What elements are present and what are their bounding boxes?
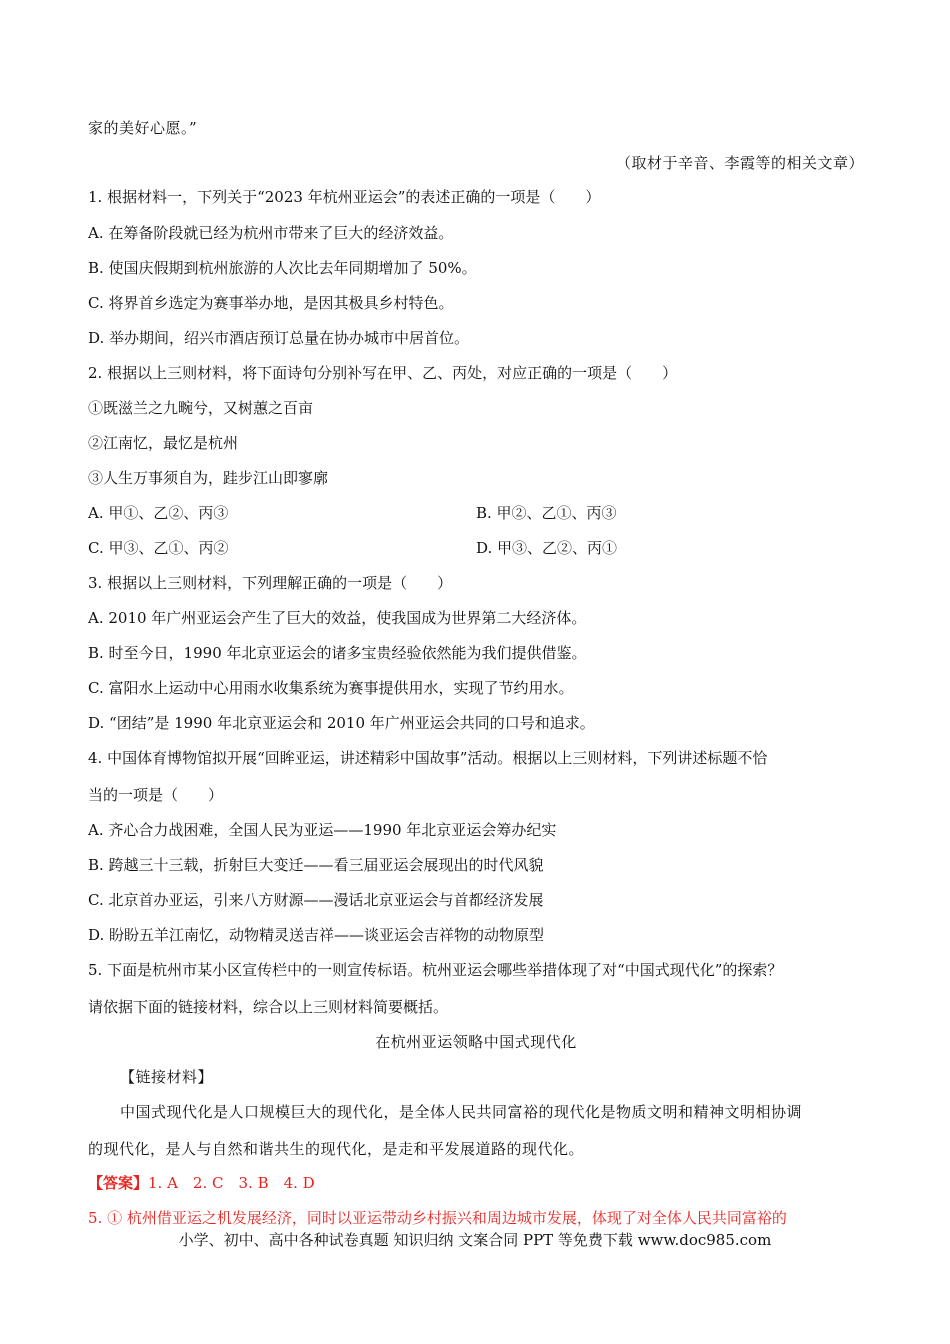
question-4-option-a: A. 齐心合力战困难，全国人民为亚运——1990 年北京亚运会筹办纪实 xyxy=(88,821,557,839)
link-material-line-2: 的现代化，是人与自然和谐共生的现代化，是走和平发展道路的现代化。 xyxy=(88,1140,585,1158)
question-2-option-c: C. 甲③、乙①、丙② xyxy=(88,539,229,557)
link-material-line-1: 中国式现代化是人口规模巨大的现代化，是全体人民共同富裕的现代化是物质文明和精神文明相协调 xyxy=(120,1103,803,1121)
question-4-option-b: B. 跨越三十三载，折射巨大变迁——看三届亚运会展现出的时代风貌 xyxy=(88,856,544,874)
question-4-line-2: 当的一项是（ ） xyxy=(88,786,224,804)
question-1-option-a: A. 在筹备阶段就已经为杭州市带来了巨大的经济效益。 xyxy=(88,224,454,242)
question-5-line-2: 请依据下面的链接材料，综合以上三则材料简要概括。 xyxy=(88,998,449,1016)
answer-label: 【答案】 xyxy=(88,1174,149,1192)
question-2-row-1 xyxy=(88,502,864,524)
answer-5: 5. ① 杭州借亚运之机发展经济，同时以亚运带动乡村振兴和周边城市发展，体现了对全体人民共同富裕的 xyxy=(88,1209,787,1227)
question-4-option-d: D. 盼盼五羊江南忆，动物精灵送吉祥——谈亚运会吉祥物的动物原型 xyxy=(88,926,545,944)
question-2-option-b: B. 甲②、乙①、丙③ xyxy=(476,504,617,522)
question-3: 3. 根据以上三则材料，下列理解正确的一项是（ ） xyxy=(88,574,453,592)
poem-line-1: ①既滋兰之九畹兮，又树蕙之百亩 xyxy=(88,399,314,417)
question-1-option-b: B. 使国庆假期到杭州旅游的人次比去年同期增加了 50%。 xyxy=(88,259,477,277)
question-2: 2. 根据以上三则材料，将下面诗句分别补写在甲、乙、丙处，对应正确的一项是（ ） xyxy=(88,364,678,382)
question-2-option-d: D. 甲③、乙②、丙① xyxy=(476,539,618,557)
question-4-line-1: 4. 中国体育博物馆拟开展“回眸亚运，讲述精彩中国故事”活动。根据以上三则材料，下列讲述标题不恰 xyxy=(88,749,768,767)
question-1: 1. 根据材料一，下列关于“2023 年杭州亚运会”的表述正确的一项是（ ） xyxy=(88,188,601,206)
answer-row xyxy=(88,1172,864,1194)
answer-text: 1. A 2. C 3. B 4. D xyxy=(148,1174,315,1192)
question-3-option-c: C. 富阳水上运动中心用雨水收集系统为赛事提供用水，实现了节约用水。 xyxy=(88,679,574,697)
paragraph-tail: 家的美好心愿。” xyxy=(88,119,198,137)
link-material-title: 【链接材料】 xyxy=(120,1068,214,1086)
question-5-line-1: 5. 下面是杭州市某小区宣传栏中的一则宣传标语。杭州亚运会哪些举措体现了对“中国式现代化”的探索？ xyxy=(88,961,783,979)
question-1-option-d: D. 举办期间，绍兴市酒店预订总量在协办城市中居首位。 xyxy=(88,329,470,347)
question-2-row-2 xyxy=(88,537,864,559)
footer-watermark: 小学、初中、高中各种试卷真题 知识归纳 文案合同 PPT 等免费下载 www.doc985.com xyxy=(178,1231,772,1249)
question-2-option-a: A. 甲①、乙②、丙③ xyxy=(88,504,229,522)
question-1-option-c: C. 将界首乡选定为赛事举办地，是因其极具乡村特色。 xyxy=(88,294,454,312)
question-4-option-c: C. 北京首办亚运，引来八方财源——漫话北京亚运会与首都经济发展 xyxy=(88,891,544,909)
poem-line-2: ②江南忆，最忆是杭州 xyxy=(88,434,239,452)
slogan-title: 在杭州亚运领略中国式现代化 xyxy=(375,1033,577,1051)
source-citation: （取材于辛音、李霞等的相关文章） xyxy=(615,154,864,172)
question-3-option-d: D. “团结”是 1990 年北京亚运会和 2010 年广州亚运会共同的口号和追求。 xyxy=(88,714,595,732)
question-3-option-b: B. 时至今日，1990 年北京亚运会的诸多宝贵经验依然能为我们提供借鉴。 xyxy=(88,644,587,662)
poem-line-3: ③人生万事须自为，跬步江山即寥廓 xyxy=(88,469,329,487)
question-3-option-a: A. 2010 年广州亚运会产生了巨大的效益，使我国成为世界第二大经济体。 xyxy=(88,609,587,627)
